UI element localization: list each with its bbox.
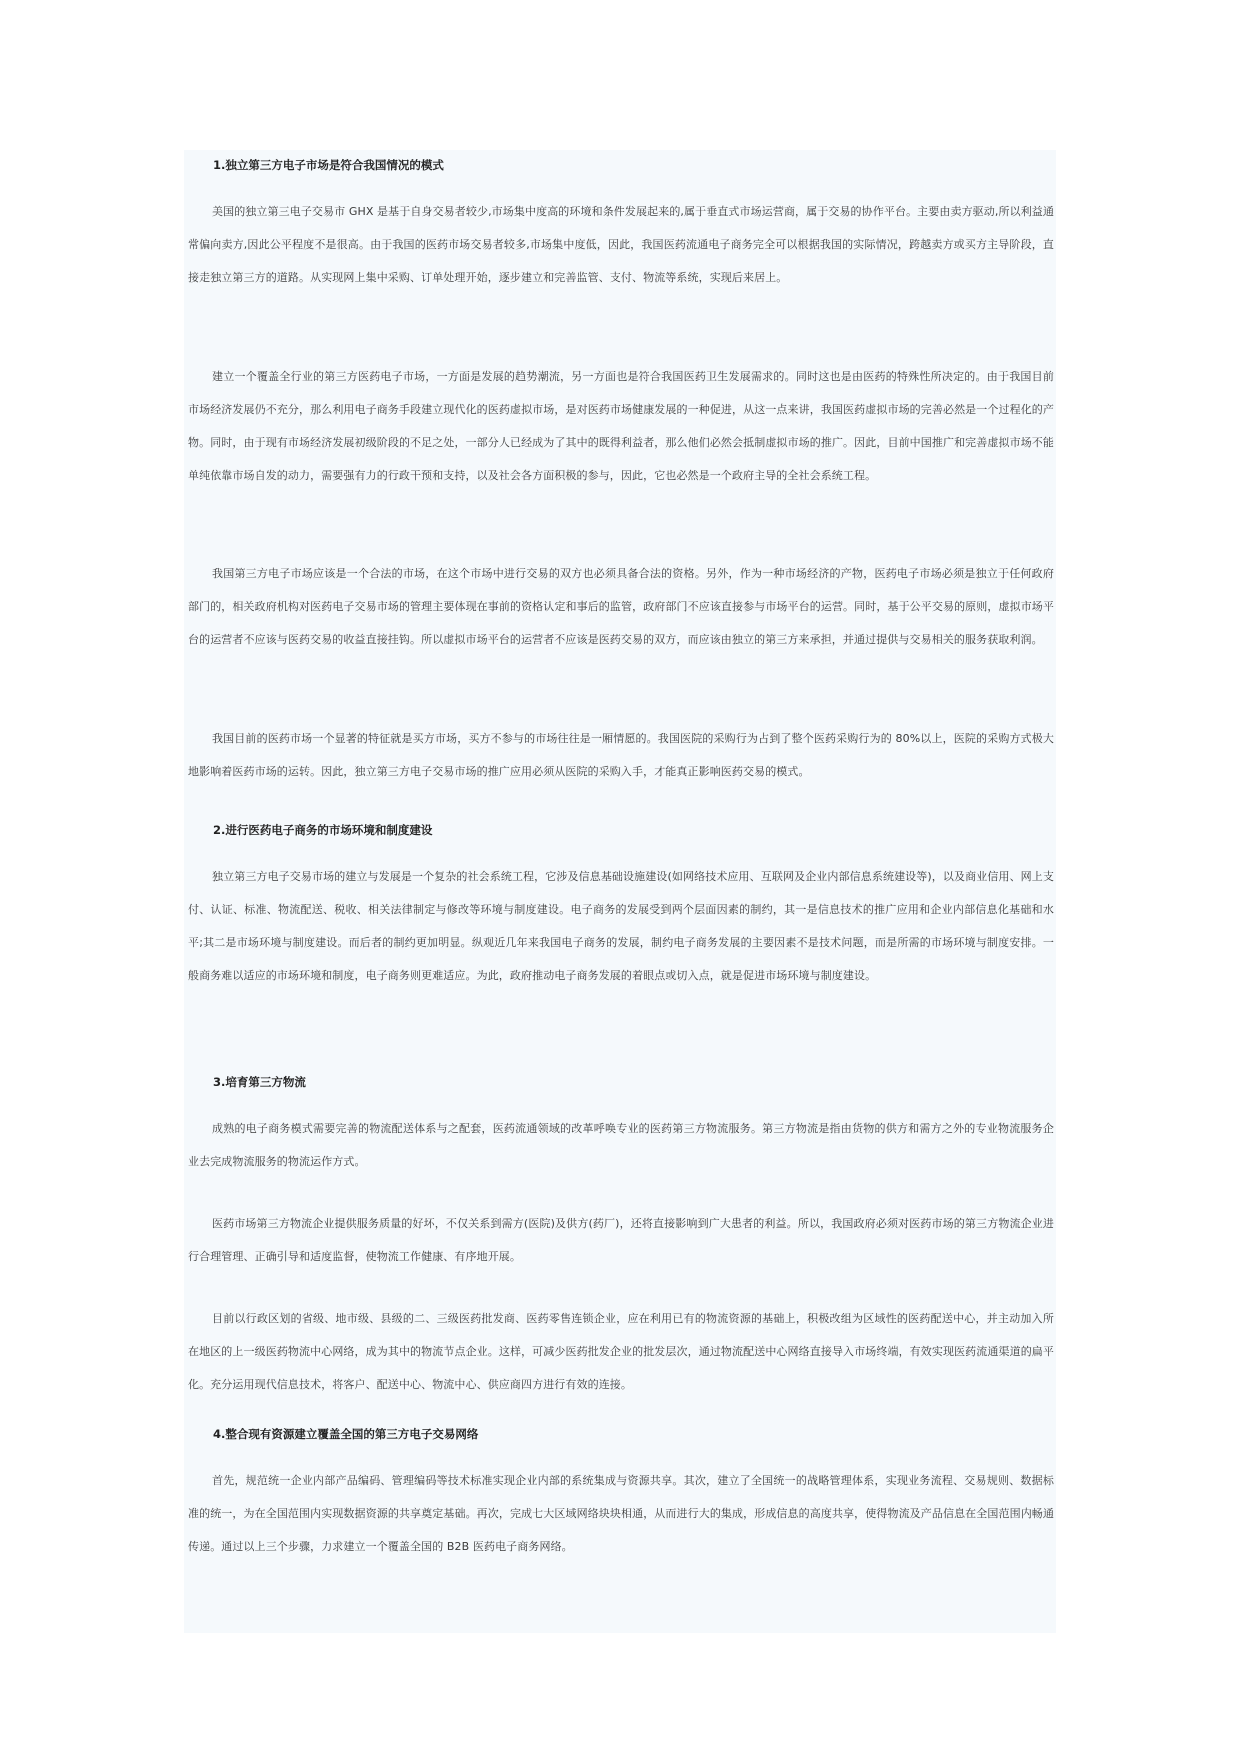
section-3-heading: 3.培育第三方物流 xyxy=(213,1075,306,1089)
section-3-paragraph-3: 目前以行政区划的省级、地市级、县级的二、三级医药批发商、医药零售连锁企业，应在利用已有的物流资源的基础上，积极改组为区域性的医药配送中心，并主动加入所在地区的上一级医药物流中心网络，成为其中的物流节点企业。这样，可减少医药批发企业的批发层次，通过物流配送中心网络直接导入市场终端，有效实现医药流通渠道的扁平化。充分运用现代信息技术，将客户、配送中心、物流中心、供应商四方进行有效的连接。 xyxy=(188,1312,1054,1391)
section-1-paragraph-3: 我国第三方电子市场应该是一个合法的市场，在这个市场中进行交易的双方也必须具备合法的资格。另外，作为一种市场经济的产物，医药电子市场必须是独立于任何政府部门的，相关政府机构对医药电子交易市场的管理主要体现在事前的资格认定和事后的监管，政府部门不应该直接参与市场平台的运营。同时，基于公平交易的原则，虚拟市场平台的运营者不应该与医药交易的收益直接挂钩。所以虚拟市场平台的运营者不应该是医药交易的双方，而应该由独立的第三方来承担，并通过提供与交易相关的服务获取利润。 xyxy=(188,567,1054,646)
section-3-paragraph-2: 医药市场第三方物流企业提供服务质量的好坏，不仅关系到需方(医院)及供方(药厂)，还将直接影响到广大患者的利益。所以，我国政府必须对医药市场的第三方物流企业进行合理管理、正确引导和适度监督，使物流工作健康、有序地开展。 xyxy=(188,1217,1054,1263)
section-3-paragraph-1: 成熟的电子商务模式需要完善的物流配送体系与之配套，医药流通领域的改革呼唤专业的医药第三方物流服务。第三方物流是指由货物的供方和需方之外的专业物流服务企业去完成物流服务的物流运作方式。 xyxy=(188,1122,1054,1168)
section-4-heading: 4.整合现有资源建立覆盖全国的第三方电子交易网络 xyxy=(213,1427,479,1441)
section-2-heading: 2.进行医药电子商务的市场环境和制度建设 xyxy=(213,823,433,837)
section-1-paragraph-4: 我国目前的医药市场一个显著的特征就是买方市场，买方不参与的市场往往是一厢情愿的。我国医院的采购行为占到了整个医药采购行为的 80%以上，医院的采购方式极大地影响着医药市场的运转。因此，独立第三方电子交易市场的推广应用必须从医院的采购入手，才能真正影响医药交易的模式。 xyxy=(188,732,1054,778)
document-body xyxy=(184,150,1056,1633)
section-1-paragraph-2: 建立一个覆盖全行业的第三方医药电子市场，一方面是发展的趋势潮流，另一方面也是符合我国医药卫生发展需求的。同时这也是由医药的特殊性所决定的。由于我国目前市场经济发展仍不充分，那么利用电子商务手段建立现代化的医药虚拟市场，是对医药市场健康发展的一种促进，从这一点来讲，我国医药虚拟市场的完善必然是一个过程化的产物。同时，由于现有市场经济发展初级阶段的不足之处，一部分人已经成为了其中的既得利益者，那么他们必然会抵制虚拟市场的推广。因此，目前中国推广和完善虚拟市场不能单纯依靠市场自发的动力，需要强有力的行政干预和支持，以及社会各方面积极的参与，因此，它也必然是一个政府主导的全社会系统工程。 xyxy=(188,370,1054,482)
section-4-paragraph-1: 首先，规范统一企业内部产品编码、管理编码等技术标准实现企业内部的系统集成与资源共享。其次，建立了全国统一的战略管理体系，实现业务流程、交易规则、数据标准的统一，为在全国范围内实现数据资源的共享奠定基础。再次，完成七大区域网络块块相通，从而进行大的集成，形成信息的高度共享，使得物流及产品信息在全国范围内畅通传递。通过以上三个步骤，力求建立一个覆盖全国的 B2B 医药电子商务网络。 xyxy=(188,1474,1054,1553)
section-1-paragraph-1: 美国的独立第三电子交易市 GHX 是基于自身交易者较少,市场集中度高的环境和条件发展起来的,属于垂直式市场运营商，属于交易的协作平台。主要由卖方驱动,所以利益通常偏向卖方,因此公平程度不是很高。由于我国的医药市场交易者较多,市场集中度低，因此，我国医药流通电子商务完全可以根据我国的实际情况，跨越卖方或买方主导阶段，直接走独立第三方的道路。从实现网上集中采购、订单处理开始，逐步建立和完善监管、支付、物流等系统，实现后来居上。 xyxy=(188,205,1054,284)
section-1-heading: 1.独立第三方电子市场是符合我国情况的模式 xyxy=(213,158,444,172)
section-2-paragraph-1: 独立第三方电子交易市场的建立与发展是一个复杂的社会系统工程，它涉及信息基础设施建设(如网络技术应用、互联网及企业内部信息系统建设等)，以及商业信用、网上支付、认证、标准、物流配送、税收、相关法律制定与修改等环境与制度建设。电子商务的发展受到两个层面因素的制约，其一是信息技术的推广应用和企业内部信息化基础和水平;其二是市场环境与制度建设。而后者的制约更加明显。纵观近几年来我国电子商务的发展，制约电子商务发展的主要因素不是技术问题，而是所需的市场环境与制度安排。一般商务难以适应的市场环境和制度，电子商务则更难适应。为此，政府推动电子商务发展的着眼点或切入点，就是促进市场环境与制度建设。 xyxy=(188,870,1054,982)
